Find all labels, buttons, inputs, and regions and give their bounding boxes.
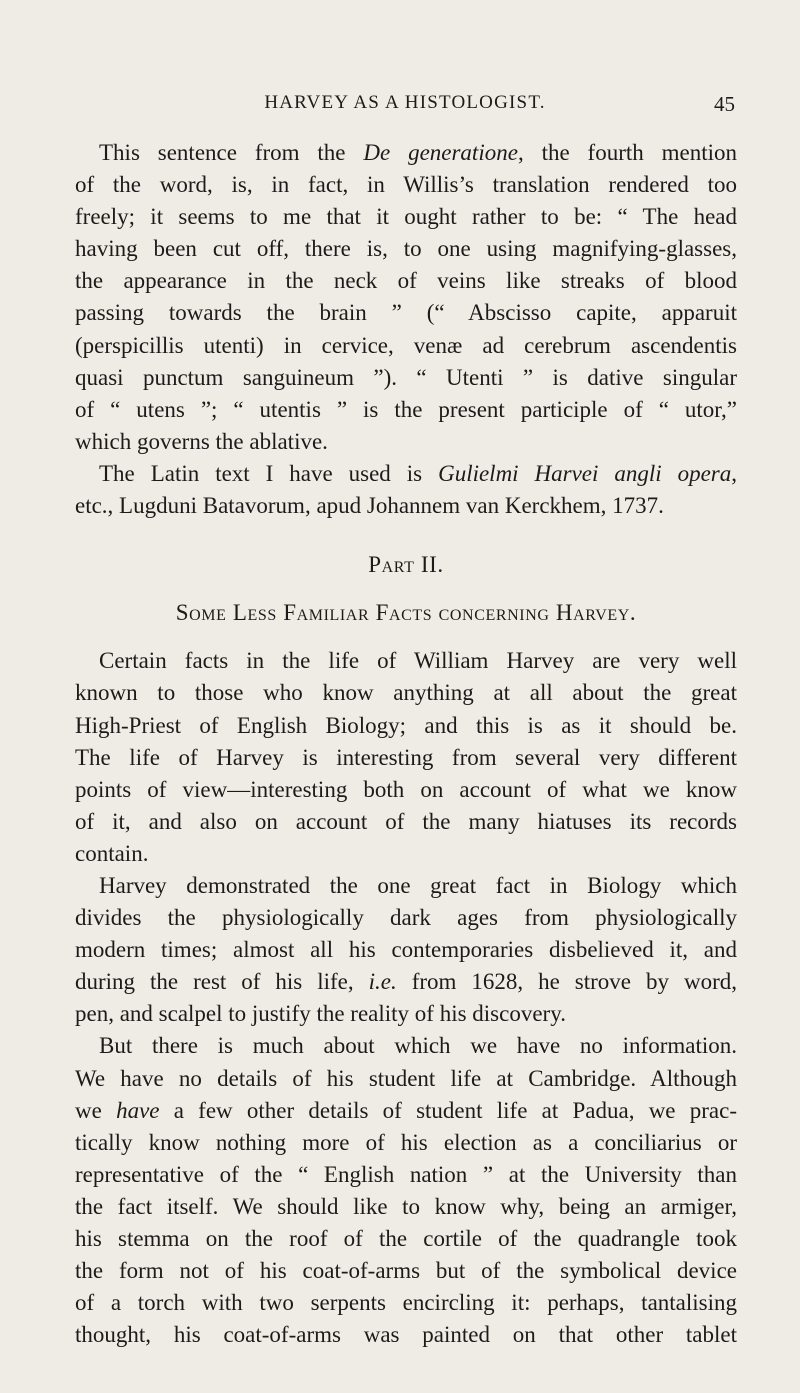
text-line: thought, his coat-of-arms was painted on that other tablet [75,1322,737,1348]
text-line: the appearance in the neck of veins like streaks of blood [75,268,737,294]
work-title: De generatione [363,140,518,165]
page-number: 45 [714,92,735,116]
text-line: (perspicillis utenti) in cervice, venæ ad cerebrum ascendentis [75,332,737,358]
text-line: divides the physiologically dark ages from physiologically [75,905,737,931]
paragraph-latin-source [75,458,737,522]
running-head [75,92,735,120]
text-line: of the word, is, in fact, in Willis’s translation rendered too [75,172,737,198]
abbreviation: i.e. [368,969,397,995]
section-heading: Some Less Familiar Facts concerning Harvey. [175,600,637,626]
text-line: pen, and scalpel to justify the reality of his discovery. [75,1001,566,1027]
page-body [75,137,737,1351]
text-line: of “ utens ”; “ utentis ” is the present participle of “ utor,” [75,396,737,422]
text-line: the fact itself. We should like to know why, being an armiger, [75,1193,737,1219]
text-line: freely; it seems to me that it ought rather to be: “ The head [75,204,737,230]
text-line: The Latin text I have used is Gulielmi Harvei angli opera, [99,460,737,486]
paragraph-latin-translation [75,137,737,458]
text-line: tically know nothing more of his election as a conciliarius or [75,1129,737,1155]
text-line: Harvey demonstrated the one great fact in Biology which [99,872,737,898]
text-line: We have no details of his student life at Cambridge. Although [75,1065,737,1091]
text-line: contain. [75,840,149,866]
paragraph-no-information [75,1030,737,1351]
text-line: modern times; almost all his contemporaries disbelieved it, and [75,937,737,963]
text-line: having been cut off, there is, to one using magnifying-glasses, [75,236,737,262]
text-line: High-Priest of English Biology; and this is as it should be. [75,712,737,738]
text-line: quasi punctum sanguineum ”). “ Utenti ” is dative singular [75,364,737,390]
text-line: points of view—interesting both on account of what we know [75,776,737,802]
text-line: passing towards the brain ” (“ Abscisso capite, apparuit [75,300,737,326]
text-line: Certain facts in the life of William Harvey are very well [99,648,737,674]
text-line: representative of the “ English nation ” at the University than [75,1161,737,1187]
running-head-title: HARVEY AS A HISTOLOGIST. [264,92,546,113]
text-line: of a torch with two serpents encircling it: perhaps, tantalising [75,1290,737,1316]
text-line: of it, and also on account of the many hiatuses its records [75,808,737,834]
part-heading: Part II. [368,552,444,578]
paragraph-circulation [75,870,737,1030]
text-line: we have a few other details of student life at Padua, we prac- [75,1097,737,1123]
text-line: The life of Harvey is interesting from several very different [75,744,737,770]
emphasis: have [116,1097,160,1123]
text-line: during the rest of his life, i.e. from 1628, he strove by word, [75,969,737,995]
paragraph-familiar-facts [75,645,737,870]
text-line: But there is much about which we have no information. [99,1033,737,1059]
text-line: the form not of his coat-of-arms but of the symbolical device [75,1258,737,1284]
text-line: etc., Lugduni Batavorum, apud Johannem van Kerckhem, 1737. [75,493,664,519]
text-line: known to those who know anything at all about the great [75,680,737,706]
work-title: Gulielmi Harvei angli opera [438,460,732,486]
text-line: which governs the ablative. [75,428,328,454]
text-line: his stemma on the roof of the cortile of the quadrangle took [75,1226,737,1251]
text-line: This sentence from the De generatione, the fourth mention [99,140,737,165]
